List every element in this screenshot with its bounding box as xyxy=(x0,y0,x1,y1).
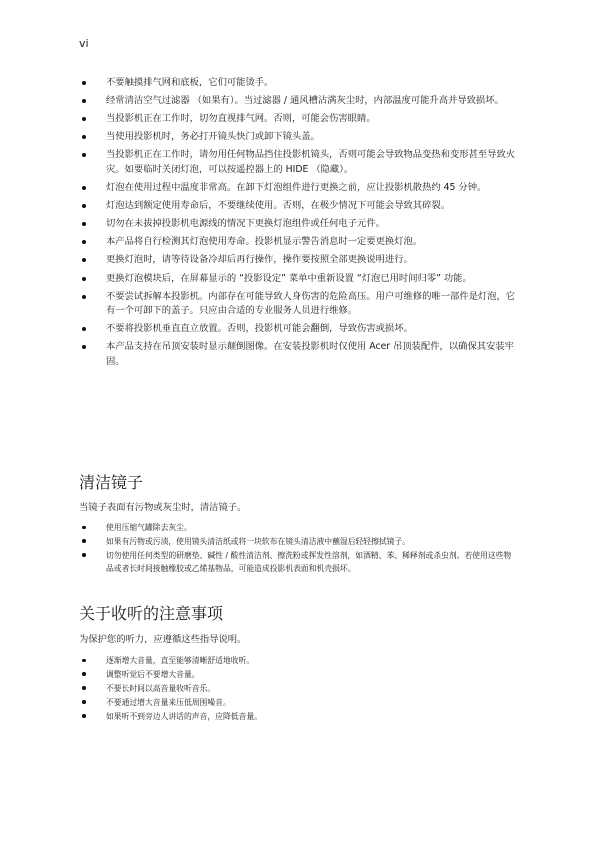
safety-warning-list xyxy=(79,76,519,373)
list-item: 灯泡在使用过程中温度非常高。在卸下灯泡组件进行更换之前，应让投影机散热约 45 分钟。 xyxy=(79,181,519,196)
page-number: vi xyxy=(79,37,89,50)
list-item: 本产品支持在吊顶安装时显示颠倒图像。在安装投影机时仅使用 Acer 吊顶装配件，以确保其安装牢固。 xyxy=(79,340,519,369)
list-item: 灯泡达到额定使用寿命后，不要继续使用。否则，在极少情况下可能会导致其碎裂。 xyxy=(79,199,519,214)
hearing-safety-list xyxy=(79,654,519,724)
list-item: 不要触摸排气网和底板，它们可能烫手。 xyxy=(79,76,519,91)
mirror-cleaning-heading: 清洁镜子 xyxy=(79,473,144,492)
list-item: 如果有污物或污渍，使用镜头清洁纸或将一块软布在镜头清洁液中蘸湿后轻轻擦拭镜子。 xyxy=(79,535,519,548)
list-item: 经常清洁空气过滤器 （如果有）。当过滤器 / 通风槽沾满灰尘时，内部温度可能升高并导致损坏。 xyxy=(79,94,519,109)
list-item: 逐渐增大音量，直至能够清晰舒适地收听。 xyxy=(79,654,519,667)
mirror-cleaning-intro: 当镜子表面有污物或灰尘时，清洁镜子。 xyxy=(79,502,247,513)
list-item: 切勿在未拔掉投影机电源线的情况下更换灯泡组件或任何电子元件。 xyxy=(79,217,519,232)
list-item: 不要尝试拆解本投影机。内部存在可能导致人身伤害的危险高压。用户可维修的唯一部件是灯泡，它有一个可卸下的盖子。只应由合适的专业服务人员进行维修。 xyxy=(79,290,519,319)
hearing-safety-heading: 关于收听的注意事项 xyxy=(79,604,224,623)
list-item: 更换灯泡模块后，在屏幕显示的 “投影设定” 菜单中重新设置 “灯泡已用时间归零” 功能。 xyxy=(79,272,519,287)
list-item: 更换灯泡时，请等待设备冷却后再行操作，操作要按照全部更换说明进行。 xyxy=(79,253,519,268)
list-item: 当投影机正在工作时，切勿直视排气网。否则，可能会伤害眼睛。 xyxy=(79,112,519,127)
hearing-safety-intro: 为保护您的听力，应遵循这些指导说明。 xyxy=(79,634,247,645)
list-item: 当使用投影机时，务必打开镜头快门或卸下镜头盖。 xyxy=(79,130,519,145)
list-item: 当投影机正在工作时，请勿用任何物品挡住投影机镜头，否则可能会导致物品变热和变形甚至导致火灾。如要临时关闭灯泡，可以按遥控器上的 HIDE （隐藏）。 xyxy=(79,148,519,177)
list-item: 本产品将自行检测其灯泡使用寿命。投影机显示警告消息时一定要更换灯泡。 xyxy=(79,235,519,250)
list-item: 使用压缩气罐除去灰尘。 xyxy=(79,521,519,534)
list-item: 调整听觉后不要增大音量。 xyxy=(79,668,519,681)
list-item: 不要通过增大音量来压低周围噪音。 xyxy=(79,696,519,709)
mirror-cleaning-list xyxy=(79,521,519,576)
list-item: 不要长时间以高音量收听音乐。 xyxy=(79,682,519,695)
list-item: 切勿使用任何类型的研磨垫、碱性 / 酸性清洁剂、擦洗粉或挥发性溶剂，如酒精、苯、稀释剂或杀虫剂。若使用这些物品或者长时间接触橡胶或乙烯基物品，可能造成投影机表面和机壳损坏。 xyxy=(79,549,519,576)
list-item: 不要将投影机垂直直立放置。否则，投影机可能会翻倒，导致伤害或损坏。 xyxy=(79,322,519,337)
list-item: 如果听不到旁边人讲话的声音，应降低音量。 xyxy=(79,710,519,723)
